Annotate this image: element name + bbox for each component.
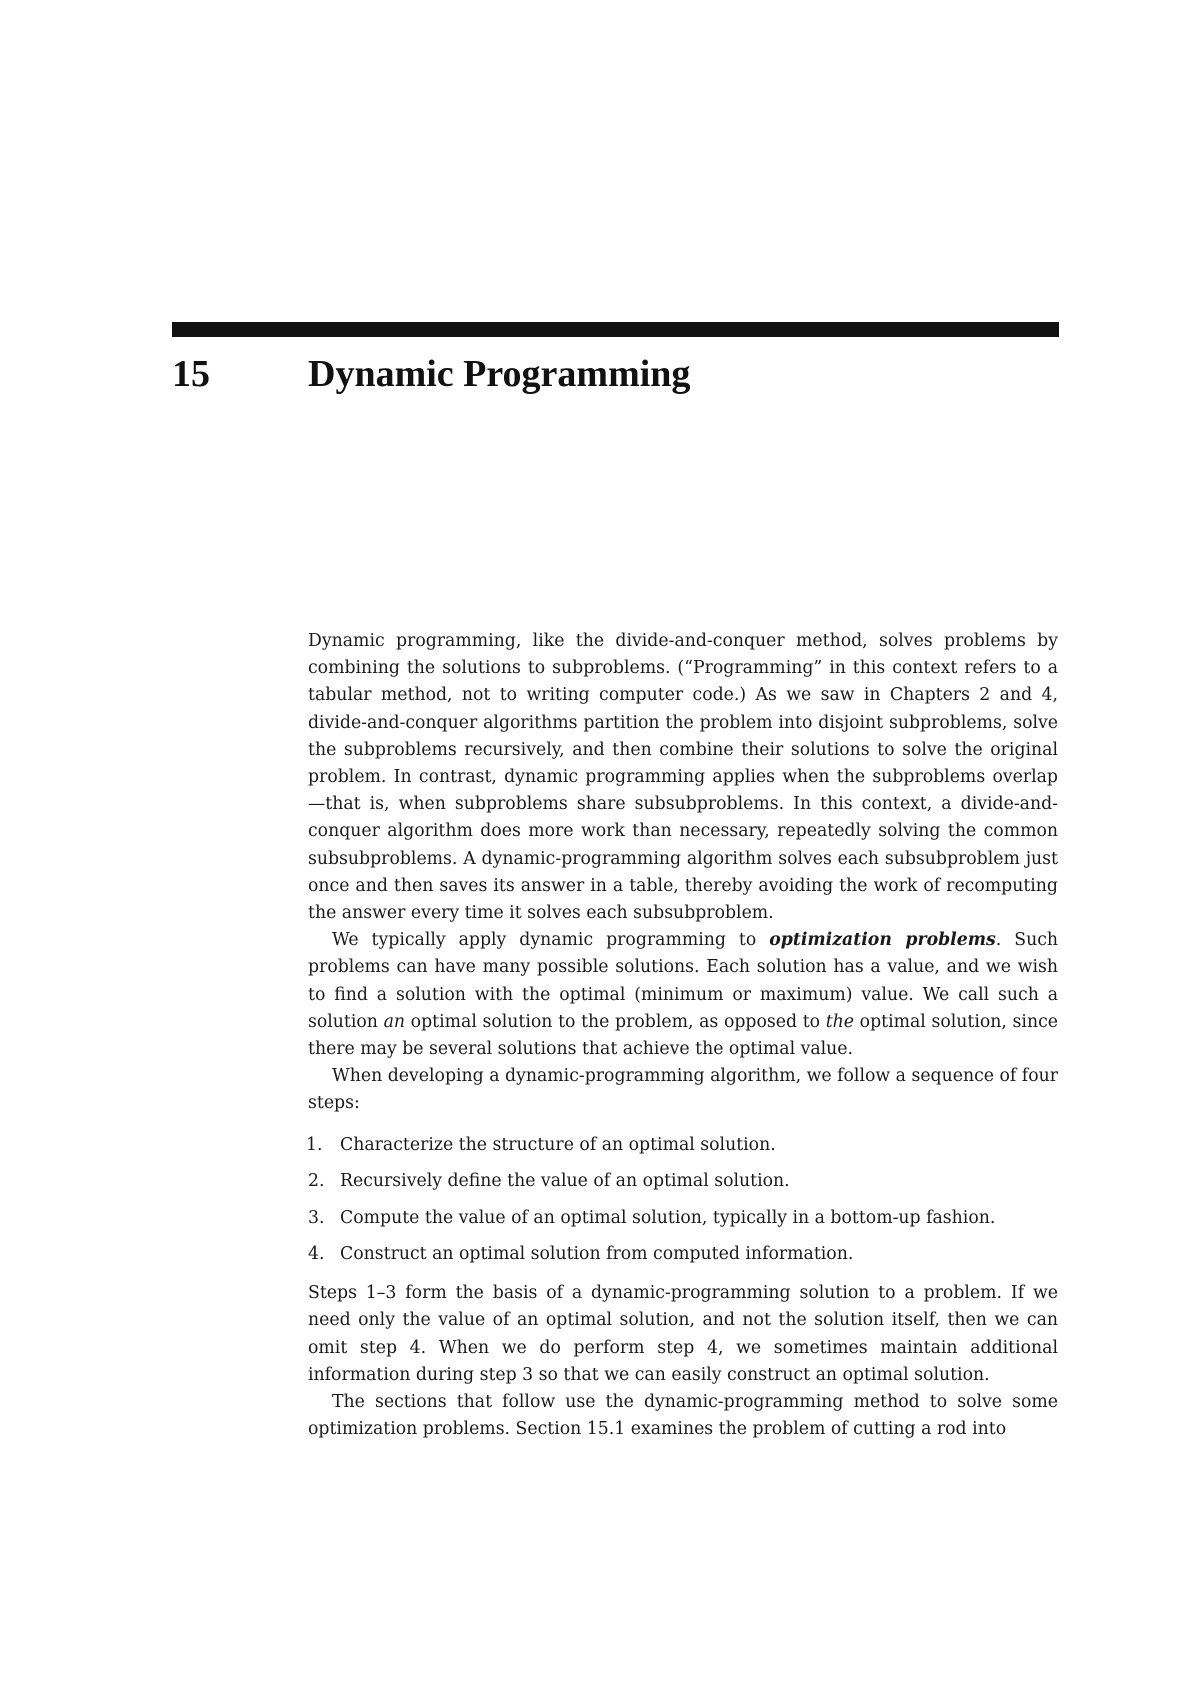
paragraph-text: optimal solution to the problem, as opposed to xyxy=(405,1011,826,1032)
step-text: Compute the value of an optimal solution, typically in a bottom-up fashion. xyxy=(340,1207,996,1228)
paragraph-text: optimal solution, since there may be several solutions that achieve the optimal value. xyxy=(308,1011,1058,1060)
steps-summary-paragraph: Steps 1–3 form the basis of a dynamic-programming solution to a problem. If we need only the value of an optimal solution, and not the solution itself, then we can omit step 4. When we do perform step 4, we sometimes maintain additional information during step 3 so that we can easily construct an optimal solution. xyxy=(308,1283,1058,1385)
step-number: 2. xyxy=(308,1171,325,1192)
emphasis: an xyxy=(383,1011,406,1032)
step-text: Recursively define the value of an optimal solution. xyxy=(340,1171,790,1192)
emphasis: the xyxy=(825,1011,855,1032)
chapter-title: Dynamic Programming xyxy=(308,353,691,395)
list-item xyxy=(308,1132,1058,1159)
steps-intro-paragraph: When developing a dynamic-programming algorithm, we follow a sequence of four steps: xyxy=(308,1066,1058,1114)
step-number: 3. xyxy=(308,1207,325,1228)
paragraph-text: We typically apply dynamic programming to xyxy=(332,930,770,951)
step-number: 4. xyxy=(308,1244,325,1265)
steps-list xyxy=(308,1132,1058,1269)
list-item xyxy=(308,1205,1058,1232)
paragraph-text: . Such problems can have many possible solutions. Each solution has a value, and we wish to find a solution with the optimal (minimum or maximum) value. We call such a solution xyxy=(308,930,1059,1032)
chapter-number: 15 xyxy=(172,353,210,395)
optimization-paragraph xyxy=(308,927,1058,1063)
step-text: Construct an optimal solution from computed information. xyxy=(340,1244,854,1265)
sections-overview-paragraph: The sections that follow use the dynamic-programming method to solve some optimization problems. Section 15.1 examines the problem of cutting a rod into xyxy=(308,1391,1058,1440)
step-number: 1. xyxy=(306,1134,323,1155)
step-text: Characterize the structure of an optimal solution. xyxy=(340,1134,776,1155)
list-item xyxy=(308,1241,1058,1268)
intro-paragraph: Dynamic programming, like the divide-and-conquer method, solves problems by combining the solutions to subproblems. (“Programming” in this context refers to a tabular method, not to writing computer code.) As we saw in Chapters 2 and 4, divide-and-conquer algorithms partition the problem into disjoint subproblems, solve the subproblems recursively, and then combine their solutions to solve the original problem. In contrast, dynamic programming applies when the subproblems overlap—that is, when subproblems share subsubproblems. In this context, a divide-and-conquer algorithm does more work than necessary, repeatedly solving the common subsubproblems. A dynamic-programming algorithm solves each subsubproblem just once and then saves its answer in a table, thereby avoiding the work of recomputing the answer every time it solves each subsubproblem. xyxy=(308,631,1058,924)
chapter-rule xyxy=(172,322,1059,337)
defined-term: optimization problems xyxy=(769,930,996,951)
chapter-body xyxy=(308,628,1058,1443)
list-item xyxy=(308,1168,1058,1195)
